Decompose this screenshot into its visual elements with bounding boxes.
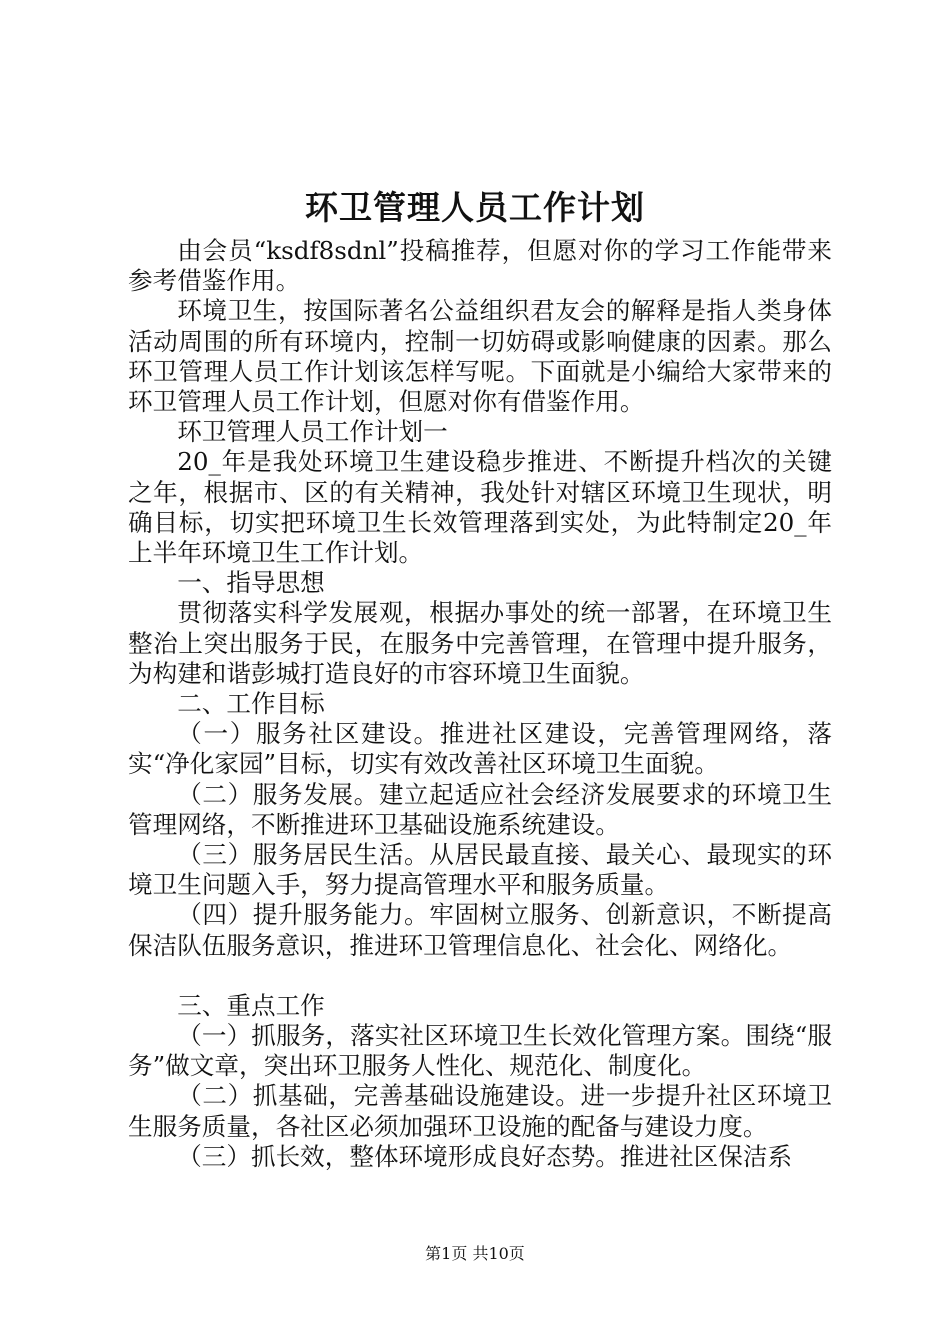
paragraph-definition: 环境卫生，按国际著名公益组织君友会的解释是指人类身体活动周围的所有环境内，控制一切妨碍或影响健康的因素。那么环卫管理人员工作计划该怎样写呢。下面就是小编给大家带来的环卫管理人员工作计划，但愿对你有借鉴作用。 <box>128 296 832 417</box>
section-heading-guiding-thought: 一、指导思想 <box>177 568 325 598</box>
paragraph-intro: 由会员“ksdf8sdnl”投稿推荐，但愿对你的学习工作能带来参考借鉴作用。 <box>128 236 832 296</box>
paragraph-goal-2: （二）服务发展。建立起适应社会经济发展要求的环境卫生管理网络，不断推进环卫基础设施系统建设。 <box>128 779 832 839</box>
paragraph-plan-intro: 20_年是我处环境卫生建设稳步推进、不断提升档次的关键之年，根据市、区的有关精神，我处针对辖区环境卫生现状，明确目标，切实把环境卫生长效管理落到实处，为此特制定20_年上半年环境卫生工作计划。 <box>128 447 832 568</box>
paragraph-key-work-3: （三）抓长效，整体环境形成良好态势。推进社区保洁系 <box>177 1141 793 1171</box>
paragraph-goal-3: （三）服务居民生活。从居民最直接、最关心、最现实的环境卫生问题入手，努力提高管理水平和服务质量。 <box>128 840 832 900</box>
paragraph-key-work-1: （一）抓服务，落实社区环境卫生长效化管理方案。围绕“服务”做文章，突出环卫服务人性化、规范化、制度化。 <box>128 1021 832 1081</box>
paragraph-goal-1: （一）服务社区建设。推进社区建设，完善管理网络，落实“净化家园”目标，切实有效改善社区环境卫生面貌。 <box>128 719 832 779</box>
paragraph-guiding-thought: 贯彻落实科学发展观，根据办事处的统一部署，在环境卫生整治上突出服务于民，在服务中完善管理，在管理中提升服务，为构建和谐彭城打造良好的市容环境卫生面貌。 <box>128 598 832 688</box>
section-heading-key-work: 三、重点工作 <box>177 990 325 1020</box>
section-heading-plan-one: 环卫管理人员工作计划一 <box>177 417 448 447</box>
paragraph-key-work-2: （二）抓基础，完善基础设施建设。进一步提升社区环境卫生服务质量，各社区必须加强环卫设施的配备与建设力度。 <box>128 1081 832 1141</box>
document-title: 环卫管理人员工作计划 <box>305 188 645 227</box>
page-footer: 第1页 共10页 <box>425 1244 525 1263</box>
paragraph-goal-4: （四）提升服务能力。牢固树立服务、创新意识，不断提高保洁队伍服务意识，推进环卫管理信息化、社会化、网络化。 <box>128 900 832 960</box>
section-heading-work-goals: 二、工作目标 <box>177 689 325 719</box>
document-body <box>128 236 832 1172</box>
